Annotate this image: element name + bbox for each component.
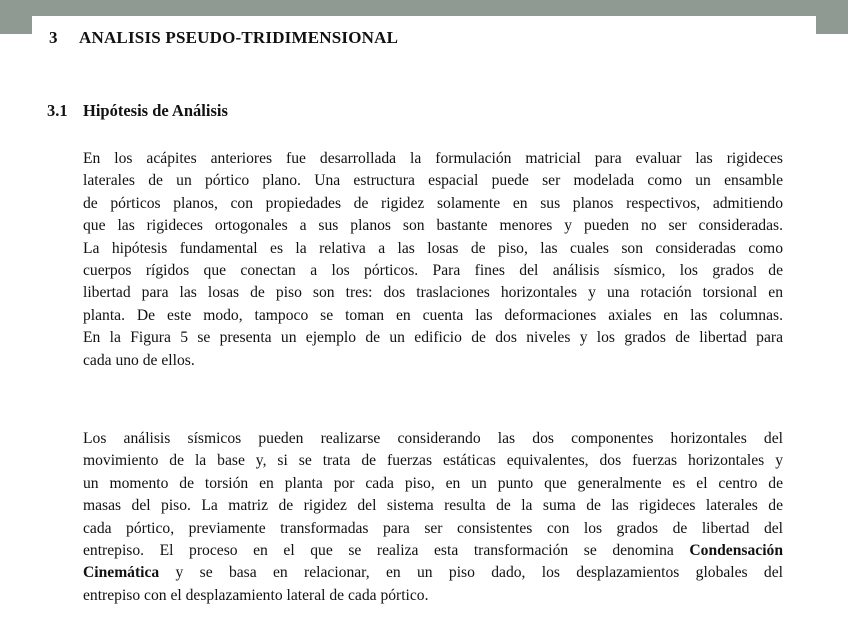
paragraph-line: masas del piso. La matriz de rigidez del sistema resulta de la suma de las rigideces laterales de xyxy=(83,497,783,515)
paragraph-line xyxy=(83,540,783,562)
paragraph-line: que las rigideces ortogonales a sus planos son bastante menores y pueden no ser consideradas. xyxy=(83,217,783,235)
subsection-heading xyxy=(47,101,228,121)
section-number: 3 xyxy=(49,28,58,47)
line-text: entrepiso. El proceso en el que se realiza esta transformación se denomina xyxy=(83,542,690,560)
paragraph-line: de pórticos planos, con propiedades de rigidez solamente en sus planos respectivos, admitiendo xyxy=(83,194,783,212)
section-title: ANALISIS PSEUDO-TRIDIMENSIONAL xyxy=(79,28,399,47)
paragraph-hypothesis xyxy=(83,148,783,372)
paragraph-line: cuerpos rígidos que conectan a los pórticos. Para fines del análisis sísmico, los grados de xyxy=(83,262,783,280)
paragraph-line: un momento de torsión en planta por cada piso, en un punto que generalmente es el centro de xyxy=(83,474,783,492)
paragraph-line: movimiento de la base y, si se trata de fuerzas estáticas equivalentes, dos fuerzas horizontales y xyxy=(83,452,783,470)
key-term: Condensación xyxy=(689,542,783,560)
subsection-title: Hipótesis de Análisis xyxy=(83,101,228,120)
paragraph-line: Los análisis sísmicos pueden realizarse considerando las dos componentes horizontales del xyxy=(83,430,783,447)
paragraph-seismic-analysis xyxy=(83,428,783,607)
paragraph-line: libertad para las losas de piso son tres: dos traslaciones horizontales y una rotación torsional en xyxy=(83,284,783,302)
paragraph-line: cada uno de ellos. xyxy=(83,351,195,369)
line-text: y se basa en relacionar, en un piso dado, los desplazamientos globales del xyxy=(159,564,783,582)
paragraph-line xyxy=(83,562,783,584)
paragraph-line: La hipótesis fundamental es la relativa a las losas de piso, las cuales son consideradas como xyxy=(83,239,783,257)
paragraph-line: entrepiso con el desplazamiento lateral de cada pórtico. xyxy=(83,586,429,604)
document-page xyxy=(32,16,816,636)
paragraph-line: En la Figura 5 se presenta un ejemplo de un edificio de dos niveles y los grados de libertad para xyxy=(83,329,783,347)
key-term: Cinemática xyxy=(83,564,160,582)
section-heading xyxy=(49,28,398,48)
paragraph-line: En los acápites anteriores fue desarrollada la formulación matricial para evaluar las rigideces xyxy=(83,150,783,167)
subsection-number: 3.1 xyxy=(47,101,68,120)
paragraph-line: cada pórtico, previamente transformadas para ser consistentes con los grados de libertad del xyxy=(83,519,783,537)
paragraph-line: planta. De este modo, tampoco se toman en cuenta las deformaciones axiales en las columnas. xyxy=(83,306,783,324)
paragraph-line: laterales de un pórtico plano. Una estructura espacial puede ser modelada como un ensamble xyxy=(83,172,783,190)
